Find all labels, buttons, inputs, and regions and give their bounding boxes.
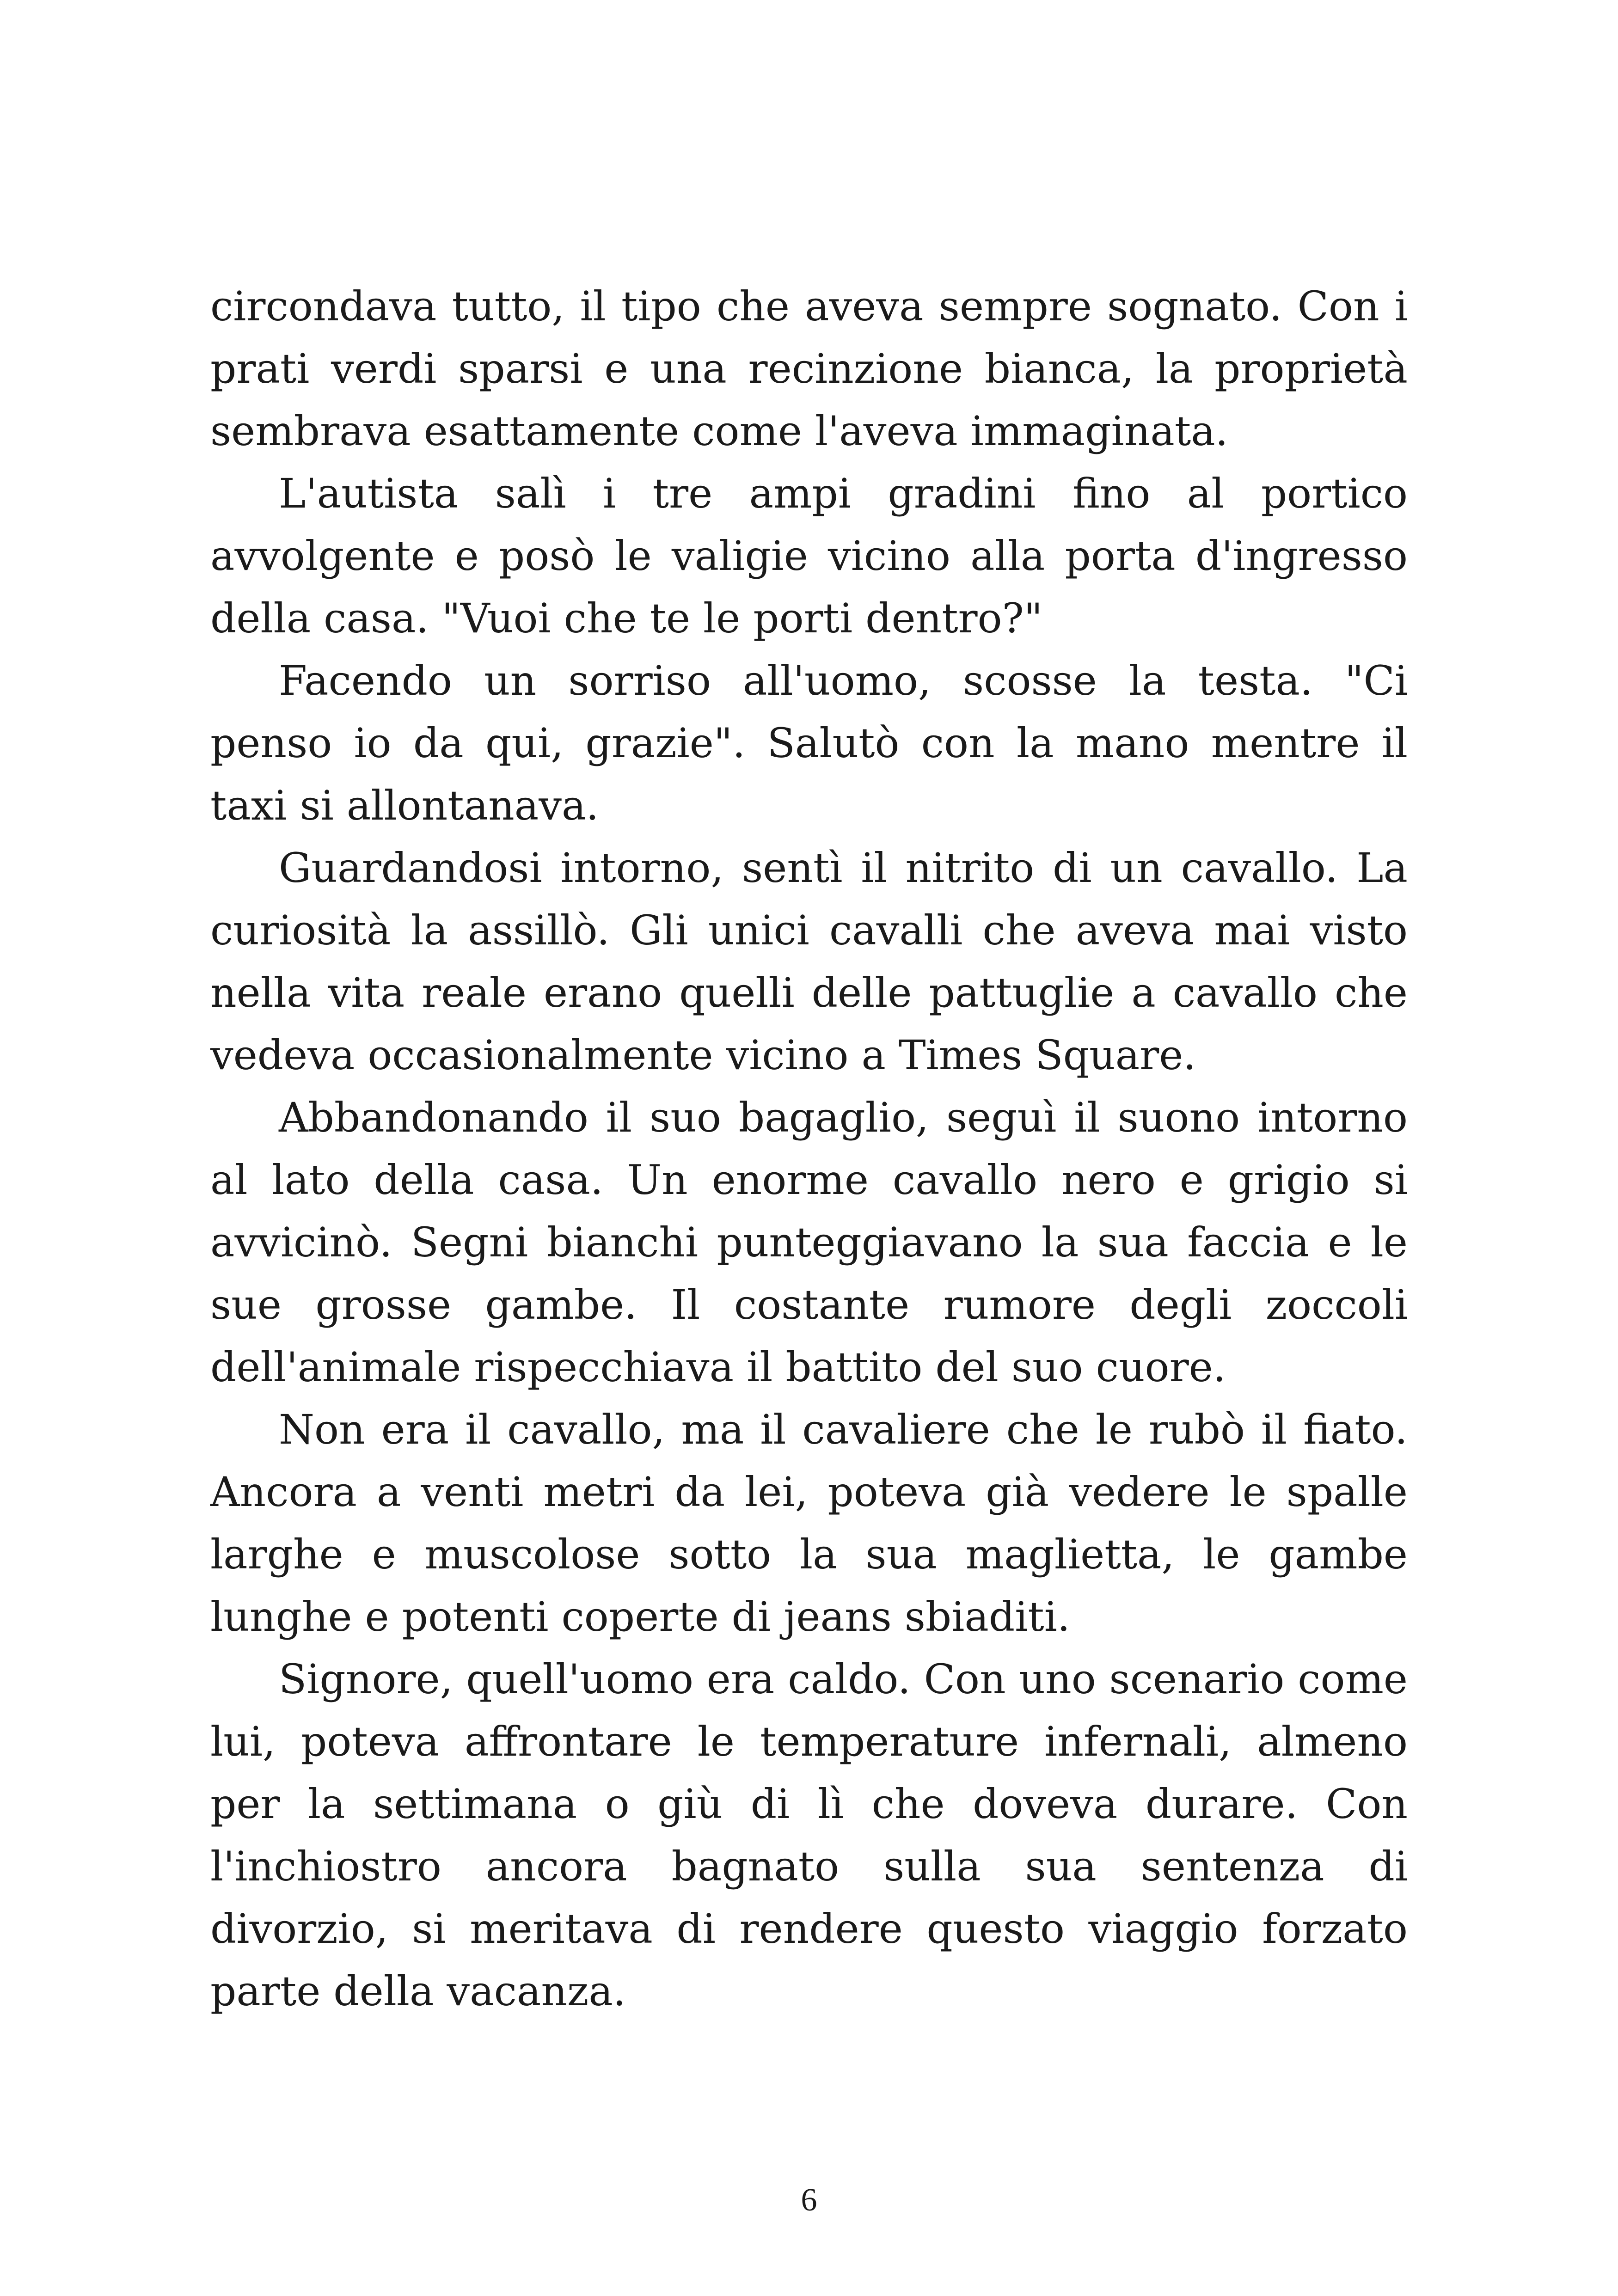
paragraph-2: L'autista salì i tre ampi gradini fino al portico avvolgente e posò le valigie vicino alla porta d'ingresso della casa. "Vuoi che te le porti dentro?": [210, 470, 1408, 642]
paragraph-7: Signore, quell'uomo era caldo. Con uno scenario come lui, poteva affrontare le temperature infernali, almeno per la settimana o giù di lì che doveva durare. Con l'inchiostro ancora bagnato sulla sua sentenza di divorzio, si meritava di rendere questo viaggio forzato parte della vacanza.: [210, 1655, 1408, 2015]
paragraph-3: Facendo un sorriso all'uomo, scosse la testa. "Ci penso io da qui, grazie". Salutò con la mano mentre il taxi si allontanava.: [210, 657, 1408, 829]
paragraph-6: Non era il cavallo, ma il cavaliere che le rubò il fiato. Ancora a venti metri da lei, poteva già vedere le spalle larghe e muscolose sotto la sua maglietta, le gambe lunghe e potenti coperte di jeans sbiaditi.: [210, 1406, 1408, 1641]
paragraph-4: Guardandosi intorno, sentì il nitrito di un cavallo. La curiosità la assillò. Gli unici cavalli che aveva mai visto nella vita reale erano quelli delle pattuglie a cavallo che vedeva occasionalmente vicino a Times Square.: [210, 844, 1408, 1079]
paragraph-1: circondava tutto, il tipo che aveva sempre sognato. Con i prati verdi sparsi e una recinzione bianca, la proprietà sembrava esattamente come l'aveva immaginata.: [210, 282, 1408, 455]
page-number: 6: [801, 2182, 817, 2218]
paragraph-5: Abbandonando il suo bagaglio, seguì il suono intorno al lato della casa. Un enorme cavallo nero e grigio si avvicinò. Segni bianchi punteggiavano la sua faccia e le sue grosse gambe. Il costante rumore degli zoccoli dell'animale rispecchiava il battito del suo cuore.: [210, 1094, 1408, 1391]
body-text: [210, 275, 1408, 2022]
